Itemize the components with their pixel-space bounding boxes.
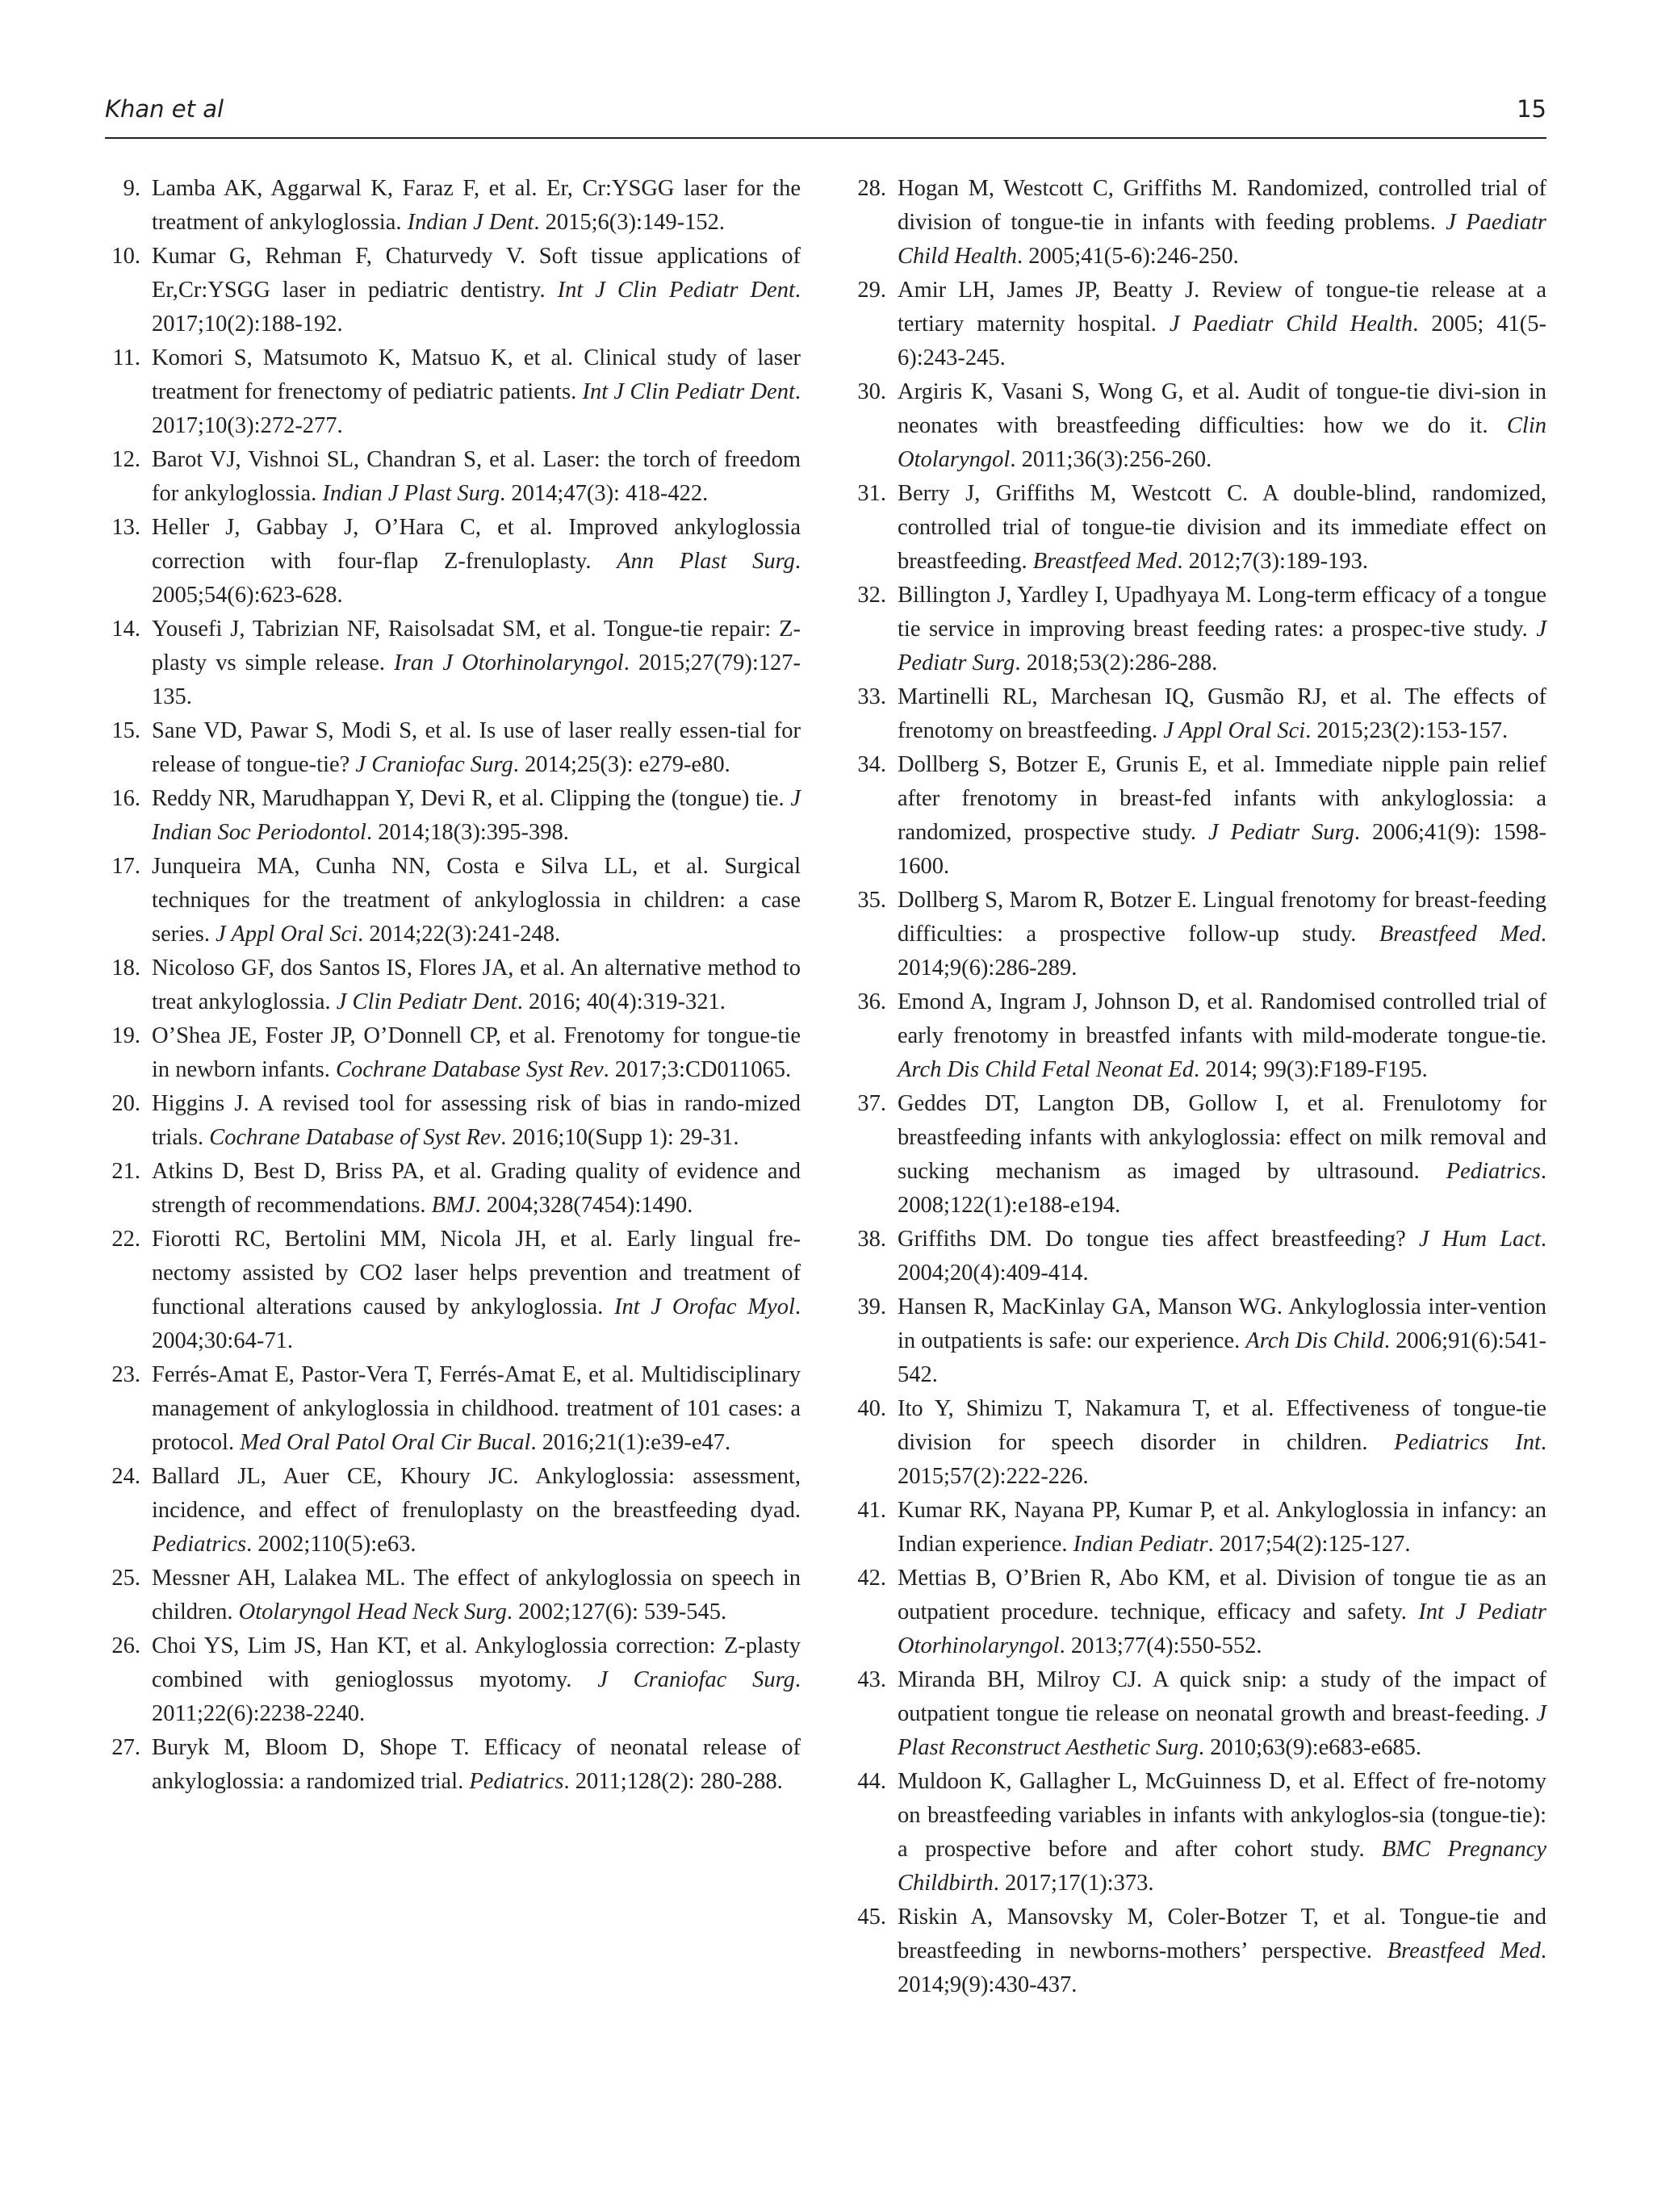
reference-citation: . 2008;122(1):e188-e194. [898, 1159, 1546, 1218]
reference-item [105, 240, 801, 341]
reference-item [851, 375, 1546, 477]
reference-journal: BMJ [431, 1193, 475, 1218]
reference-citation: . 2014; 99(3):F189-F195. [1194, 1057, 1428, 1082]
reference-journal: Cochrane Database of Syst Rev [209, 1125, 501, 1150]
reference-journal: Indian Pediatr [1073, 1532, 1208, 1557]
reference-text: Ballard JL, Auer CE, Khoury JC. Ankyloglossia: assessment, incidence, and effect of frenuloplasty on the breastfeeding dyad. [152, 1464, 801, 1523]
reference-journal: Indian J Dent [407, 210, 534, 235]
reference-journal: Iran J Otorhinolaryngol [394, 650, 624, 675]
reference-citation: . 2017;10(2):188-192. [152, 278, 801, 337]
reference-text: Kumar RK, Nayana PP, Kumar P, et al. Ankyloglossia in infancy: an Indian experience. [898, 1498, 1546, 1557]
reference-citation: . 2017;3:CD011065. [603, 1057, 792, 1082]
reference-citation: . 2011;36(3):256-260. [1010, 447, 1212, 472]
reference-citation: . 2011;22(6):2238-2240. [152, 1667, 801, 1726]
page-header [105, 95, 1546, 139]
reference-item [105, 1460, 801, 1562]
reference-number: 39. [857, 1294, 886, 1319]
reference-citation: . 2011;128(2): 280-288. [563, 1769, 783, 1794]
reference-citation: . 2004;30:64-71. [152, 1294, 801, 1353]
reference-journal: Arch Dis Child Fetal Neonat Ed [898, 1057, 1195, 1082]
reference-journal: Int J Pediatr Otorhinolaryngol [898, 1599, 1546, 1658]
reference-number: 22. [111, 1227, 140, 1252]
reference-item [105, 951, 801, 1019]
reference-number: 16. [111, 786, 140, 811]
reference-text: Higgins J. A revised tool for assessing risk of bias in rando-mized trials. [152, 1091, 801, 1150]
reference-item [851, 1223, 1546, 1290]
reference-item [851, 1494, 1546, 1562]
reference-number: 15. [111, 718, 140, 743]
reference-number: 42. [857, 1566, 886, 1591]
reference-journal: Pediatrics [152, 1532, 247, 1557]
reference-text: Martinelli RL, Marchesan IQ, Gusmão RJ, et al. The effects of frenotomy on breastfeeding. [898, 684, 1546, 743]
reference-citation: . 2015;23(2):153-157. [1305, 718, 1509, 743]
reference-text: Hansen R, MacKinlay GA, Manson WG. Ankyloglossia inter-vention in outpatients is safe: our experience. [898, 1294, 1546, 1353]
reference-journal: Breastfeed Med [1387, 1938, 1541, 1963]
reference-number: 28. [857, 176, 886, 201]
reference-citation: . 2017;10(3):272-277. [152, 379, 801, 438]
reference-journal: J Clin Pediatr Dent [336, 989, 517, 1014]
reference-text: O’Shea JE, Foster JP, O’Donnell CP, et al. Frenotomy for tongue-tie in newborn infants. [152, 1023, 801, 1082]
reference-text: Miranda BH, Milroy CJ. A quick snip: a study of the impact of outpatient tongue tie release on neonatal growth and breast-feeding. [898, 1667, 1546, 1726]
reference-text: Fiorotti RC, Bertolini MM, Nicola JH, et al. Early lingual fre-nectomy assisted by CO2 laser helps prevention and treatment of functional alterations caused by ankyloglossia. [152, 1227, 801, 1319]
reference-item [851, 1392, 1546, 1494]
reference-journal: BMC Pregnancy Childbirth [898, 1837, 1546, 1896]
reference-item [851, 1765, 1546, 1900]
header-rule [105, 137, 1546, 139]
reference-citation: . 2014;25(3): e279-e80. [513, 752, 730, 777]
reference-text: Heller J, Gabbay J, O’Hara C, et al. Improved ankyloglossia correction with four-flap Z-frenuloplasty. [152, 515, 801, 574]
reference-text: Yousefi J, Tabrizian NF, Raisolsadat SM, et al. Tongue-tie repair: Z-plasty vs simple release. [152, 617, 801, 675]
reference-number: 33. [857, 684, 886, 709]
reference-citation: . 2004;328(7454):1490. [475, 1193, 693, 1218]
reference-citation: . 2006;41(9): 1598-1600. [898, 820, 1546, 879]
references-right-column [851, 172, 1546, 2002]
reference-journal: J Pediatr Surg [1207, 820, 1354, 845]
reference-journal: J Paediatr Child Health [1169, 312, 1413, 337]
reference-text: Kumar G, Rehman F, Chaturvedy V. Soft tissue applications of Er,Cr:YSGG laser in pediatric dentistry. [152, 244, 801, 303]
reference-item [105, 1155, 801, 1223]
reference-journal: Pediatrics [1446, 1159, 1541, 1184]
reference-text: Buryk M, Bloom D, Shope T. Efficacy of neonatal release of ankyloglossia: a randomized trial. [152, 1735, 801, 1794]
reference-citation: . 2014;9(9):430-437. [898, 1938, 1546, 1997]
reference-number: 29. [857, 278, 886, 303]
reference-journal: Cochrane Database Syst Rev [335, 1057, 604, 1082]
page-number: 15 [1517, 95, 1546, 123]
reference-item [105, 850, 801, 951]
reference-item [851, 172, 1546, 274]
reference-text: Dollberg S, Botzer E, Grunis E, et al. Immediate nipple pain relief after frenotomy in breast-fed infants with ankyloglossia: a randomized, prospective study. [898, 752, 1546, 845]
reference-number: 19. [111, 1023, 140, 1048]
reference-text: Choi YS, Lim JS, Han KT, et al. Ankyloglossia correction: Z-plasty combined with genioglossus myotomy. [152, 1633, 801, 1692]
reference-journal: Otolaryngol Head Neck Surg [238, 1599, 507, 1625]
references-left-column [105, 172, 801, 1799]
reference-number: 25. [111, 1566, 140, 1591]
reference-text: Nicoloso GF, dos Santos IS, Flores JA, et al. An alternative method to treat ankyloglossia. [152, 955, 801, 1014]
reference-text: Komori S, Matsumoto K, Matsuo K, et al. Clinical study of laser treatment for frenectomy of pediatric patients. [152, 345, 801, 404]
reference-citation: . 2015;27(79):127-135. [152, 650, 801, 709]
reference-number: 31. [857, 481, 886, 506]
reference-number: 45. [857, 1905, 886, 1930]
reference-number: 9. [123, 176, 140, 201]
reference-item [105, 1629, 801, 1731]
reference-text: Geddes DT, Langton DB, Gollow I, et al. Frenulotomy for breastfeeding infants with ankyloglossia: effect on milk removal and sucking mechanism as imaged by ultrasound. [898, 1091, 1546, 1184]
reference-citation: . 2004;20(4):409-414. [898, 1227, 1546, 1286]
reference-item [851, 985, 1546, 1087]
reference-text: Hogan M, Westcott C, Griffiths M. Randomized, controlled trial of division of tongue-tie in infants with feeding problems. [898, 176, 1546, 235]
reference-text: Riskin A, Mansovsky M, Coler-Botzer T, et al. Tongue-tie and breastfeeding in newborns-mothers’ perspective. [898, 1905, 1546, 1963]
reference-number: 24. [111, 1464, 140, 1489]
reference-item [105, 613, 801, 714]
reference-citation: . 2005;41(5-6):246-250. [1017, 244, 1239, 269]
reference-journal: J Appl Oral Sci [216, 922, 358, 947]
reference-number: 41. [857, 1498, 886, 1523]
reference-journal: Clin Otolaryngol [898, 413, 1546, 472]
reference-number: 21. [111, 1159, 140, 1184]
reference-number: 30. [857, 379, 886, 404]
reference-citation: . 2014;9(6):286-289. [898, 922, 1546, 981]
reference-journal: Indian J Plast Surg [322, 481, 500, 506]
reference-number: 13. [111, 515, 140, 540]
reference-item [851, 579, 1546, 680]
reference-citation: . 2006;91(6):541-542. [898, 1328, 1546, 1387]
reference-text: Sane VD, Pawar S, Modi S, et al. Is use of laser really essen-tial for release of tongue-tie? [152, 718, 801, 777]
reference-citation: . 2014;22(3):241-248. [358, 922, 561, 947]
reference-citation: . 2017;17(1):373. [993, 1871, 1154, 1896]
reference-text: Mettias B, O’Brien R, Abo KM, et al. Division of tongue tie as an outpatient procedure. technique, efficacy and safety. [898, 1566, 1546, 1625]
reference-number: 37. [857, 1091, 886, 1116]
reference-item [851, 680, 1546, 748]
reference-text: Atkins D, Best D, Briss PA, et al. Grading quality of evidence and strength of recommendations. [152, 1159, 801, 1218]
reference-citation: . 2016; 40(4):319-321. [517, 989, 726, 1014]
reference-citation: . 2016;10(Supp 1): 29-31. [500, 1125, 739, 1150]
reference-number: 18. [111, 955, 140, 981]
reference-citation: . 2014;47(3): 418-422. [500, 481, 709, 506]
reference-number: 10. [111, 244, 140, 269]
reference-item [851, 274, 1546, 375]
reference-item [105, 1223, 801, 1358]
reference-journal: Int J Clin Pediatr Dent [557, 278, 795, 303]
reference-journal: Int J Orofac Myol [614, 1294, 795, 1319]
reference-item [851, 1290, 1546, 1392]
reference-number: 40. [857, 1396, 886, 1421]
reference-citation: . 2015;6(3):149-152. [534, 210, 725, 235]
reference-journal: J Hum Lact [1418, 1227, 1541, 1252]
reference-journal: Int J Clin Pediatr Dent [582, 379, 795, 404]
reference-item [851, 477, 1546, 579]
reference-text: Billington J, Yardley I, Upadhyaya M. Long-term efficacy of a tongue tie service in improving breast feeding rates: a prospec-tive study. [898, 583, 1546, 642]
reference-item [851, 748, 1546, 884]
reference-journal: Med Oral Patol Oral Cir Bucal [240, 1430, 531, 1455]
reference-item [105, 1731, 801, 1799]
reference-citation: . 2018;53(2):286-288. [1015, 650, 1218, 675]
reference-text: Junqueira MA, Cunha NN, Costa e Silva LL, et al. Surgical techniques for the treatment of ankyloglossia in children: a case series. [152, 854, 801, 947]
reference-journal: J Plast Reconstruct Aesthetic Surg [898, 1701, 1546, 1760]
reference-citation: . 2002;127(6): 539-545. [506, 1599, 727, 1625]
reference-text: Dollberg S, Marom R, Botzer E. Lingual frenotomy for breast-feeding difficulties: a prospective follow-up study. [898, 888, 1546, 947]
reference-citation: . 2013;77(4):550-552. [1059, 1633, 1262, 1658]
reference-citation: . 2017;54(2):125-127. [1207, 1532, 1411, 1557]
reference-journal: Pediatrics Int [1394, 1430, 1541, 1455]
reference-citation: . 2005; 41(5-6):243-245. [898, 312, 1546, 370]
reference-text: Messner AH, Lalakea ML. The effect of ankyloglossia on speech in children. [152, 1566, 801, 1625]
reference-text: Berry J, Griffiths M, Westcott C. A double-blind, randomized, controlled trial of tongue-tie division and its immediate effect on breastfeeding. [898, 481, 1546, 574]
reference-item [105, 782, 801, 850]
reference-text: Lamba AK, Aggarwal K, Faraz F, et al. Er, Cr:YSGG laser for the treatment of ankyloglossia. [152, 176, 801, 235]
reference-number: 34. [857, 752, 886, 777]
reference-text: Argiris K, Vasani S, Wong G, et al. Audit of tongue-tie divi-sion in neonates with breastfeeding difficulties: how we do it. [898, 379, 1546, 438]
reference-item [105, 714, 801, 782]
reference-number: 27. [111, 1735, 140, 1760]
reference-text: Muldoon K, Gallagher L, McGuinness D, et al. Effect of fre-notomy on breastfeeding variables in infants with ankyloglos-sia (tongue-tie): a prospective before and after cohort study. [898, 1769, 1546, 1862]
reference-item [851, 1087, 1546, 1223]
reference-journal: Arch Dis Child [1245, 1328, 1384, 1353]
reference-number: 14. [111, 617, 140, 642]
reference-number: 12. [111, 447, 140, 472]
reference-journal: J Indian Soc Periodontol [152, 786, 801, 845]
reference-journal: Ann Plast Surg [617, 549, 795, 574]
reference-journal: J Craniofac Surg [597, 1667, 795, 1692]
reference-item [851, 884, 1546, 985]
reference-number: 43. [857, 1667, 886, 1692]
reference-number: 32. [857, 583, 886, 608]
reference-number: 26. [111, 1633, 140, 1658]
reference-item [851, 1663, 1546, 1765]
reference-item [105, 1019, 801, 1087]
reference-citation: . 2014;18(3):395-398. [366, 820, 569, 845]
reference-text: Amir LH, James JP, Beatty J. Review of tongue-tie release at a tertiary maternity hospital. [898, 278, 1546, 337]
reference-item [851, 1562, 1546, 1663]
reference-number: 35. [857, 888, 886, 913]
reference-text: Griffiths DM. Do tongue ties affect breastfeeding? [898, 1227, 1419, 1252]
reference-number: 23. [111, 1362, 140, 1387]
reference-item [105, 1087, 801, 1155]
reference-text: Reddy NR, Marudhappan Y, Devi R, et al. Clipping the (tongue) tie. [152, 786, 791, 811]
reference-item [105, 172, 801, 240]
reference-citation: . 2015;57(2):222-226. [898, 1430, 1546, 1489]
reference-text: Emond A, Ingram J, Johnson D, et al. Randomised controlled trial of early frenotomy in breastfed infants with mild-moderate tongue-tie. [898, 989, 1546, 1048]
reference-citation: . 2002;110(5):e63. [246, 1532, 416, 1557]
reference-journal: J Craniofac Surg [355, 752, 513, 777]
reference-text: Ferrés-Amat E, Pastor-Vera T, Ferrés-Amat E, et al. Multidisciplinary management of ankyloglossia in childhood. treatment of 101 cases: a protocol. [152, 1362, 801, 1455]
reference-number: 11. [112, 345, 140, 370]
reference-item [105, 341, 801, 443]
running-head: Khan et al [105, 95, 224, 123]
reference-journal: Breastfeed Med [1032, 549, 1178, 574]
reference-item [105, 1358, 801, 1460]
reference-number: 36. [857, 989, 886, 1014]
reference-item [851, 1900, 1546, 2002]
reference-item [105, 443, 801, 511]
reference-journal: J Pediatr Surg [898, 617, 1546, 675]
reference-journal: J Appl Oral Sci [1163, 718, 1306, 743]
reference-item [105, 511, 801, 613]
reference-number: 38. [857, 1227, 886, 1252]
reference-item [105, 1562, 801, 1629]
reference-text: Barot VJ, Vishnoi SL, Chandran S, et al. Laser: the torch of freedom for ankyloglossia. [152, 447, 801, 506]
reference-number: 20. [111, 1091, 140, 1116]
reference-number: 17. [111, 854, 140, 879]
reference-citation: . 2005;54(6):623-628. [152, 549, 801, 608]
reference-citation: . 2016;21(1):e39-e47. [530, 1430, 731, 1455]
reference-journal: Pediatrics [469, 1769, 564, 1794]
reference-citation: . 2010;63(9):e683-e685. [1198, 1735, 1422, 1760]
reference-journal: Breastfeed Med [1379, 922, 1541, 947]
reference-number: 44. [857, 1769, 886, 1794]
reference-text: Ito Y, Shimizu T, Nakamura T, et al. Effectiveness of tongue-tie division for speech disorder in children. [898, 1396, 1546, 1455]
reference-citation: . 2012;7(3):189-193. [1177, 549, 1369, 574]
reference-journal: J Paediatr Child Health [898, 210, 1547, 269]
